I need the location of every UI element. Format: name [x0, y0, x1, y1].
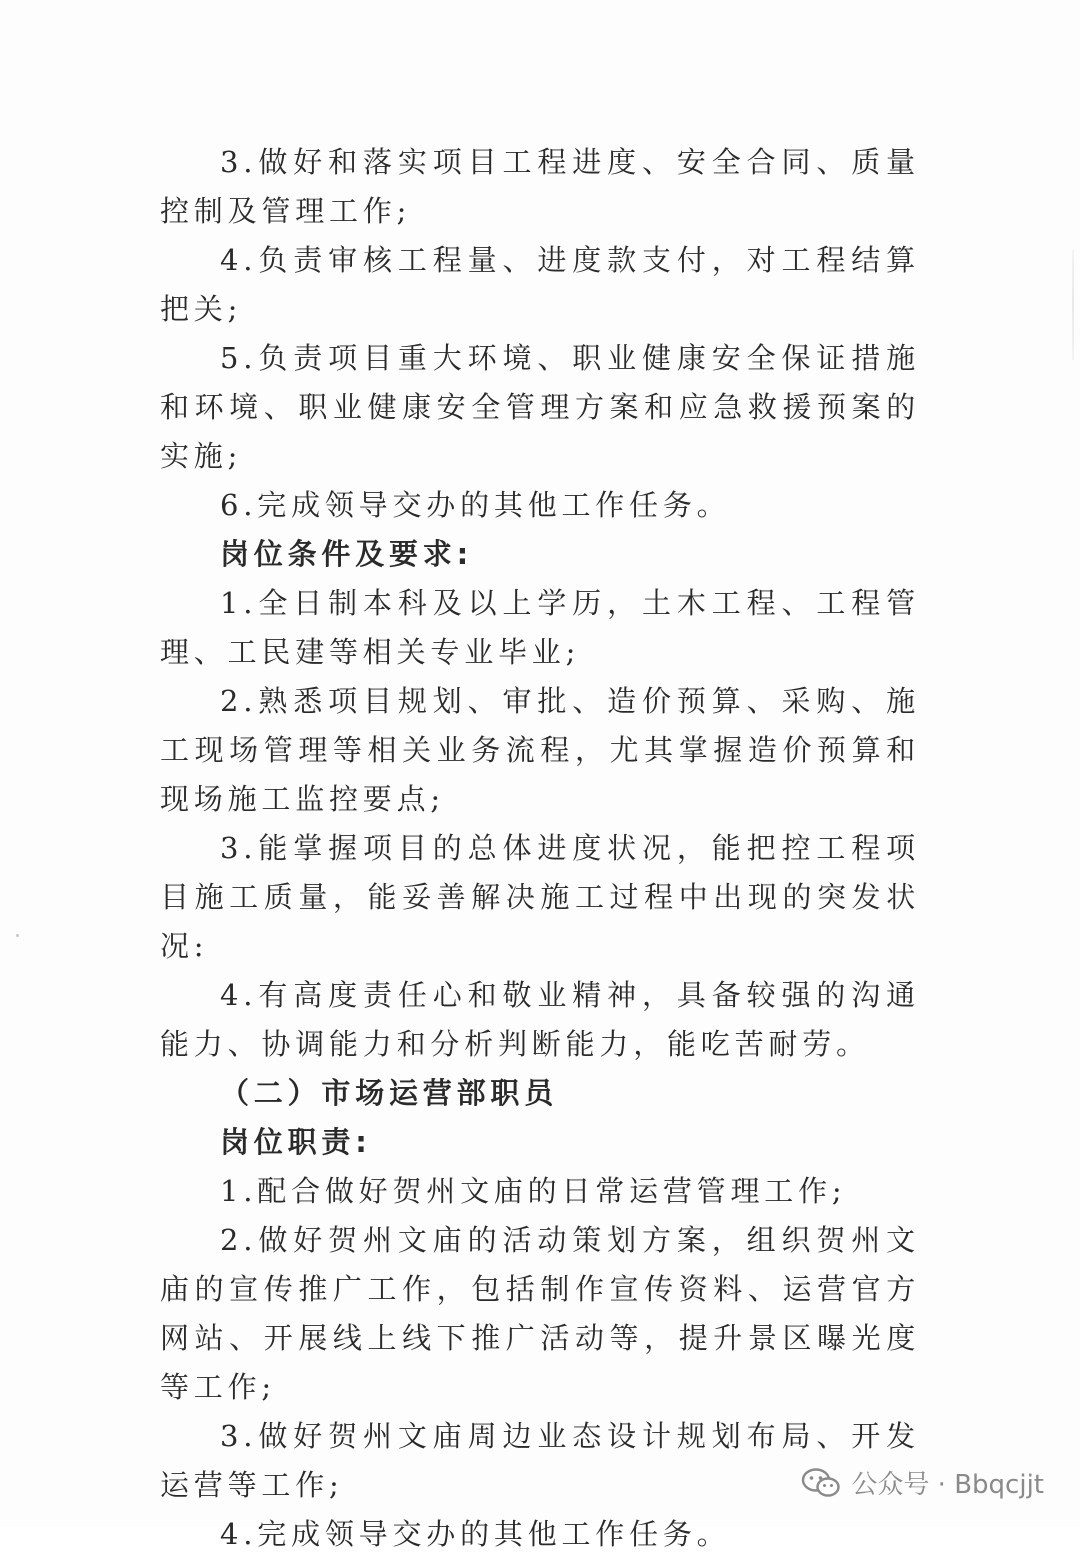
wechat-icon [801, 1467, 841, 1499]
requirement-item-3: 3.能掌握项目的总体进度状况，能把控工程项目施工质量，能妥善解决施工过程中出现的突发状况: [160, 831, 920, 963]
section-heading-marketing: （二）市场运营部职员 [220, 1076, 559, 1110]
scan-edge-shadow [1072, 250, 1074, 360]
requirement-item-2: 2.熟悉项目规划、审批、造价预算、采购、施工现场管理等相关业务流程，尤其掌握造价预算和现场施工监控要点; [160, 684, 920, 816]
requirement-item-4: 4.有高度责任心和敬业精神，具备较强的沟通能力、协调能力和分析判断能力，能吃苦耐劳。 [160, 978, 920, 1061]
watermark [801, 1464, 1044, 1501]
watermark-text: 公众号 · Bbqcjjt [851, 1470, 1044, 1500]
requirement-item-1: 1.全日制本科及以上学历，土木工程、工程管理、工民建等相关专业毕业; [160, 586, 920, 669]
duties-heading: 岗位职责: [220, 1125, 372, 1159]
scan-speck [16, 934, 19, 937]
marketing-duty-1: 1.配合做好贺州文庙的日常运营管理工作; [220, 1174, 847, 1208]
marketing-duty-2: 2.做好贺州文庙的活动策划方案，组织贺州文庙的宣传推广工作，包括制作宣传资料、运营官方网站、开展线上线下推广活动等，提升景区曝光度等工作; [160, 1223, 920, 1404]
requirements-heading: 岗位条件及要求: [220, 537, 473, 571]
marketing-duty-4: 4.完成领导交办的其他工作任务。 [220, 1517, 731, 1551]
duty-item-3: 3.做好和落实项目工程进度、安全合同、质量控制及管理工作; [160, 145, 920, 228]
document-body [160, 138, 920, 1559]
duty-item-4: 4.负责审核工程量、进度款支付，对工程结算把关; [160, 243, 920, 326]
marketing-duty-3: 3.做好贺州文庙周边业态设计规划布局、开发运营等工作; [160, 1419, 920, 1502]
duty-item-6: 6.完成领导交办的其他工作任务。 [220, 488, 731, 522]
duty-item-5: 5.负责项目重大环境、职业健康安全保证措施和环境、职业健康安全管理方案和应急救援预案的实施; [160, 341, 920, 473]
